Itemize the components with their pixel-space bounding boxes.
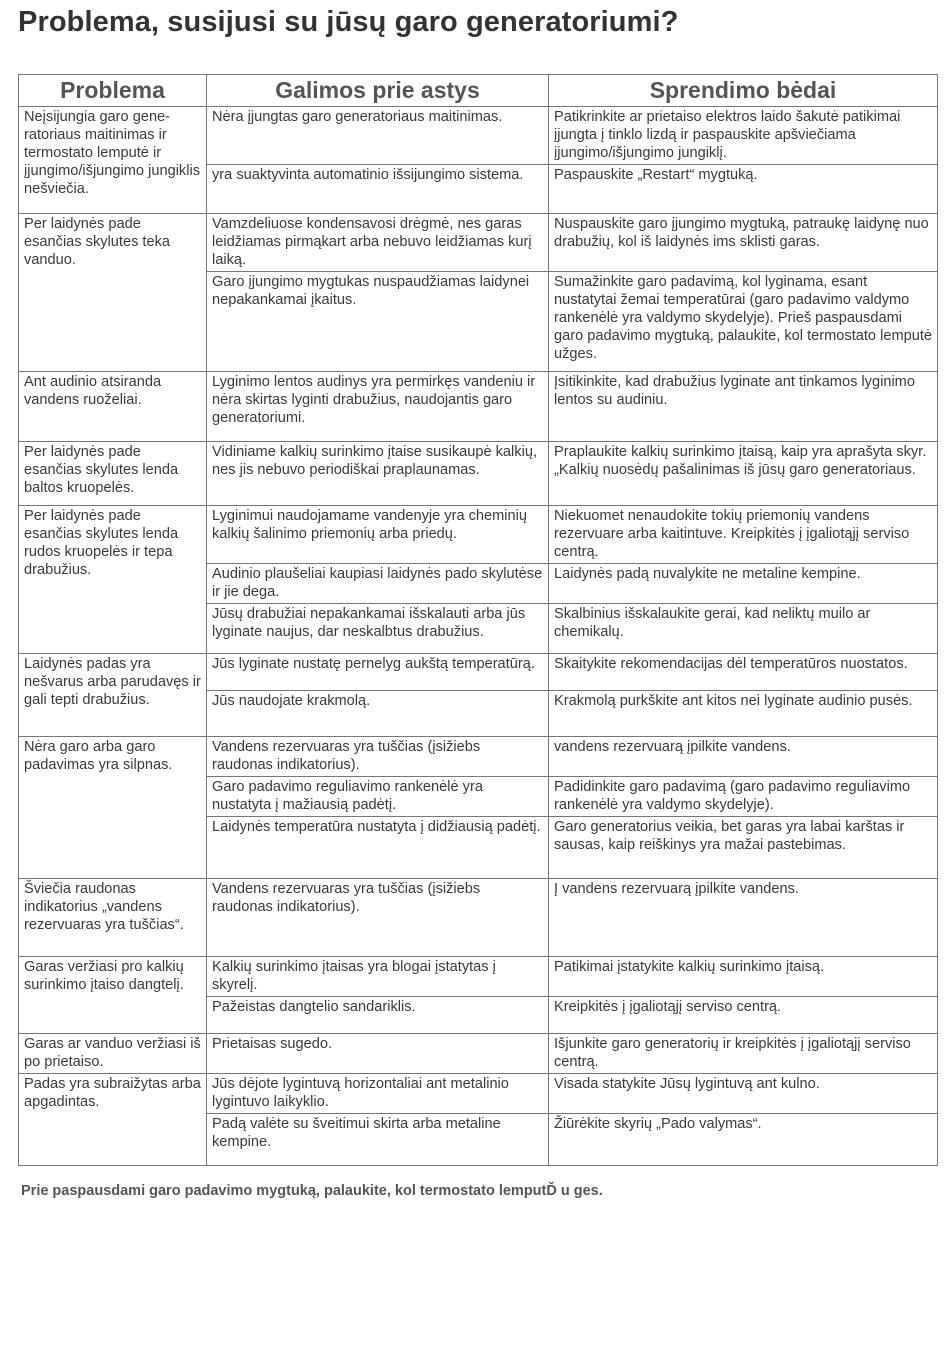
solution-cell: Nuspauskite garo įjungimo mygtuką, patraukę laidynę nuo drabužių, kol iš laidynės ims sklisti garas. <box>549 214 938 272</box>
solution-cell: Praplaukite kalkių surinkimo įtaisą, kaip yra aprašyta skyr. „Kalkių nuosėdų pašalinimas iš jūsų garo generatoriaus. <box>549 442 938 506</box>
solution-cell: Išjunkite garo generatorių ir kreipkitės į įgaliotąjį serviso centrą. <box>549 1034 938 1074</box>
solution-cell: Į vandens rezervuarą įpilkite vandens. <box>549 879 938 957</box>
problem-cell: Padas yra subraižytas arba apgadintas. <box>19 1074 207 1166</box>
cause-cell: Garo padavimo reguliavimo rankenėlė yra nustatyta į mažiausią padėtį. <box>207 777 549 817</box>
solution-cell: Laidynės padą nuvalykite ne metaline kempine. <box>549 564 938 604</box>
solution-cell: Krakmolą purkškite ant kitos nei lyginate audinio pusės. <box>549 691 938 737</box>
solution-cell: vandens rezervuarą įpilkite vandens. <box>549 737 938 777</box>
cause-cell: Jūs naudojate krakmolą. <box>207 691 549 737</box>
cause-cell: Padą valėte su šveitimui skirta arba metaline kempine. <box>207 1114 549 1166</box>
footnote: Prie paspausdami garo padavimo mygtuką, palaukite, kol termostato lemputĎ u ges. <box>21 1183 603 1199</box>
cause-cell: Nėra įjungtas garo generatoriaus maitinimas. <box>207 107 549 165</box>
cause-cell: Kalkių surinkimo įtaisas yra blogai įstatytas į skyrelį. <box>207 957 549 997</box>
page-title: Problema, susijusi su jūsų garo generatoriumi? <box>18 6 679 38</box>
table-header-row <box>19 75 938 107</box>
cause-cell: Jūs dėjote lygintuvą horizontaliai ant metalinio lygintuvo laikyklio. <box>207 1074 549 1114</box>
table-row <box>19 506 938 564</box>
cause-cell: Pažeistas dangtelio sandariklis. <box>207 997 549 1034</box>
solution-cell: Padidinkite garo padavimą (garo padavimo reguliavimo rankenėlė yra valdymo skydelyje). <box>549 777 938 817</box>
header-problem: Problema <box>19 75 207 107</box>
solution-cell: Niekuomet nenaudokite tokių priemonių vandens rezervuare arba kaitintuve. Kreipkitės į įgaliotąjį serviso centrą. <box>549 506 938 564</box>
solution-cell: Patikrinkite ar prietaiso elektros laido šakutė patikimai įjungta į tinklo lizdą ir paspauskite apšviečiama įjungimo/išjungimo jungiklį. <box>549 107 938 165</box>
header-causes: Galimos prie astys <box>207 75 549 107</box>
cause-cell: Lyginimui naudojamame vandenyje yra cheminių kalkių šalinimo priemonių arba priedų. <box>207 506 549 564</box>
cause-cell: Vandens rezervuaras yra tuščias (įsižiebs raudonas indikatorius). <box>207 737 549 777</box>
solution-cell: Skalbinius išskalaukite gerai, kad neliktų muilo ar chemikalų. <box>549 604 938 654</box>
solution-cell: Kreipkitės į įgaliotąjį serviso centrą. <box>549 997 938 1034</box>
table-row <box>19 879 938 957</box>
solution-cell: Visada statykite Jūsų lygintuvą ant kulno. <box>549 1074 938 1114</box>
table-row <box>19 1074 938 1114</box>
problem-cell: Laidynės padas yra nešvarus arba parudavęs ir gali tepti drabužius. <box>19 654 207 737</box>
cause-cell: Garo įjungimo mygtukas nuspaudžiamas laidynei nepakankamai įkaitus. <box>207 272 549 372</box>
solution-cell: Garo generatorius veikia, bet garas yra labai karštas ir sausas, kaip reiškinys yra mažai pastebimas. <box>549 817 938 879</box>
table-row <box>19 957 938 997</box>
table-row <box>19 214 938 272</box>
cause-cell: Jūs lyginate nustatę pernelyg aukštą temperatūrą. <box>207 654 549 691</box>
solution-cell: Žiūrėkite skyrių „Pado valymas“. <box>549 1114 938 1166</box>
table-row <box>19 654 938 691</box>
solution-cell: Sumažinkite garo padavimą, kol lyginama, esant nustatytai žemai temperatūrai (garo padavimo valdymo rankenėlė yra valdymo skydelyje). Prieš paspausdami garo padavimo mygtuką, palaukite, kol termostato lemputė užges. <box>549 272 938 372</box>
solution-cell: Paspauskite „Restart“ mygtuką. <box>549 165 938 214</box>
troubleshooting-table <box>18 74 938 1166</box>
problem-cell: Garas veržiasi pro kalkių surinkimo įtaiso dangtelį. <box>19 957 207 1034</box>
problem-cell: Nėra garo arba garo padavimas yra silpnas. <box>19 737 207 879</box>
table-row <box>19 107 938 165</box>
cause-cell: Vamzdeliuose kondensavosi drėgmė, nes garas leidžiamas pirmąkart arba nebuvo leidžiamas kurį laiką. <box>207 214 549 272</box>
problem-cell: Šviečia raudonas indikatorius „vandens rezervuaras yra tuščias“. <box>19 879 207 957</box>
solution-cell: Patikimai įstatykite kalkių surinkimo įtaisą. <box>549 957 938 997</box>
cause-cell: Vandens rezervuaras yra tuščias (įsižiebs raudonas indikatorius). <box>207 879 549 957</box>
table-row <box>19 737 938 777</box>
solution-cell: Skaitykite rekomendacijas dėl temperatūros nuostatos. <box>549 654 938 691</box>
cause-cell: Laidynės temperatūra nustatyta į didžiausią padėtį. <box>207 817 549 879</box>
cause-cell: Audinio plaušeliai kaupiasi laidynės pado skylutėse ir jie dega. <box>207 564 549 604</box>
problem-cell: Neįsijungia garo gene-ratoriaus maitinimas ir termostato lemputė ir įjungimo/išjungimo jungiklis nešviečia. <box>19 107 207 214</box>
cause-cell: Vidiniame kalkių surinkimo įtaise susikaupė kalkių, nes jis nebuvo periodiškai praplaunamas. <box>207 442 549 506</box>
table-row <box>19 442 938 506</box>
problem-cell: Per laidynės pade esančias skylutes lenda rudos kruopelės ir tepa drabužius. <box>19 506 207 654</box>
solution-cell: Įsitikinkite, kad drabužius lyginate ant tinkamos lyginimo lentos su audiniu. <box>549 372 938 442</box>
table-row <box>19 1034 938 1074</box>
table-row <box>19 372 938 442</box>
cause-cell: Prietaisas sugedo. <box>207 1034 549 1074</box>
header-solutions: Sprendimo bėdai <box>549 75 938 107</box>
problem-cell: Garas ar vanduo veržiasi iš po prietaiso. <box>19 1034 207 1074</box>
cause-cell: Lyginimo lentos audinys yra permirkęs vandeniu ir nėra skirtas lyginti drabužius, naudojantis garo generatoriumi. <box>207 372 549 442</box>
problem-cell: Ant audinio atsiranda vandens ruoželiai. <box>19 372 207 442</box>
problem-cell: Per laidynės pade esančias skylutes lenda baltos kruopelės. <box>19 442 207 506</box>
cause-cell: yra suaktyvinta automatinio išsijungimo sistema. <box>207 165 549 214</box>
cause-cell: Jūsų drabužiai nepakankamai išskalauti arba jūs lyginate naujus, dar neskalbtus drabužius. <box>207 604 549 654</box>
problem-cell: Per laidynės pade esančias skylutes teka vanduo. <box>19 214 207 372</box>
